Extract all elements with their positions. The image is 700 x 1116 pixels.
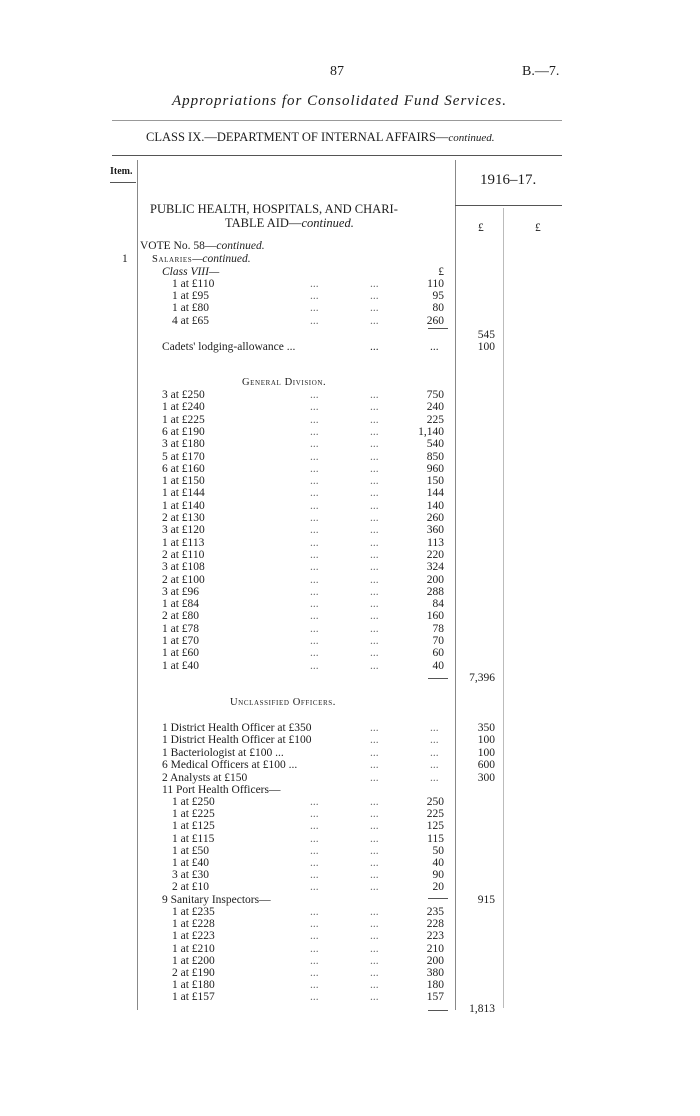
leader-dots: ... (370, 844, 379, 857)
row-amount: 220 (426, 548, 444, 561)
row-amount: 225 (426, 808, 444, 821)
leader-dots: ... (370, 771, 379, 784)
cadets-amount: 100 (477, 341, 495, 353)
row-label: 1 at £60 (162, 647, 200, 660)
row-label: 2 at £190 (172, 967, 215, 979)
leader-dots: ... (310, 622, 319, 635)
row-label: 1 at £113 (162, 536, 205, 549)
row-amount: 750 (426, 389, 444, 401)
leader-dots: ... (310, 487, 319, 500)
leader-dots: ... (370, 302, 379, 315)
leader-dots: ... (310, 438, 319, 451)
leader-dots: ... (370, 967, 379, 979)
row-label: 1 at £70 (162, 635, 200, 647)
row-label: 6 Medical Officers at £100 ... (162, 759, 298, 772)
leader-dots: ... (370, 487, 379, 500)
leader-dots: ... (310, 808, 319, 821)
row-label: 2 at £80 (162, 610, 200, 623)
leader-dots: ... (310, 647, 319, 660)
vote-heading-a: VOTE No. 58— (140, 240, 217, 252)
title-rule (112, 120, 562, 121)
row-label: 2 Analysts at £150 (162, 771, 248, 784)
row-amount: 95 (432, 290, 444, 303)
row-amount: 100 (477, 734, 495, 747)
port-health-total: 915 (477, 894, 495, 906)
row-amount: 60 (432, 647, 444, 660)
leader-dots: ... (310, 389, 319, 401)
row-amount: 40 (432, 659, 444, 672)
currency-col2: £ (535, 222, 541, 234)
row-amount: 157 (426, 991, 444, 1004)
unclassified-heading: Unclassified Officers. (230, 697, 336, 708)
leader-dots: ... (370, 918, 379, 931)
row-label: 1 at £200 (172, 954, 215, 967)
leader-dots: ... (370, 979, 379, 992)
row-amount: 260 (426, 314, 444, 327)
salaries-heading-continued: —continued. (192, 253, 251, 265)
row-amount: 300 (477, 771, 495, 784)
row-amount: 40 (432, 857, 444, 869)
leader-dots: ... (310, 979, 319, 992)
leader-dots: ... (310, 475, 319, 488)
row-label: 1 at £115 (172, 832, 215, 845)
leader-dots: ... (370, 548, 379, 561)
leader-dots: ... (310, 796, 319, 808)
row-amount: 113 (427, 536, 444, 549)
vote-heading-continued: continued. (216, 240, 265, 252)
leader-dots: ... (310, 290, 319, 303)
leader-dots: ... (370, 759, 379, 772)
leader-dots: ... (370, 734, 379, 747)
row-label: 1 at £144 (162, 487, 205, 500)
row-amount: 223 (426, 930, 444, 943)
row-label: 1 at £125 (172, 820, 215, 833)
leader-dots: ... (370, 561, 379, 574)
leader-dots: ... (310, 425, 319, 438)
leader-dots: ... (370, 881, 379, 894)
leader-dots: ... (310, 930, 319, 943)
report-reference: B.—7. (522, 64, 560, 79)
leader-dots: ... (370, 820, 379, 833)
row-label: 1 at £180 (172, 979, 215, 992)
row-amount: 150 (426, 475, 444, 488)
row-amount: 200 (426, 954, 444, 967)
leader-dots: ... (310, 967, 319, 979)
row-label: 1 at £225 (162, 413, 205, 426)
row-amount: 180 (426, 979, 444, 992)
year-header-rule (455, 205, 562, 206)
leader-dots: ... (310, 942, 319, 955)
leader-dots: ... (370, 610, 379, 623)
row-amount: 1,140 (418, 425, 444, 438)
leader-dots: ... (310, 548, 319, 561)
row-label: 1 at £250 (172, 796, 215, 808)
leader-dots: ... (310, 585, 319, 598)
row-amount: 200 (426, 573, 444, 586)
class-viii-total: 545 (477, 329, 495, 341)
row-amount: 240 (426, 401, 444, 414)
leader-dots: ... (370, 278, 379, 290)
leader-dots: ... (430, 759, 439, 772)
class-heading-continued: continued. (448, 132, 495, 144)
row-label: 6 at £160 (162, 462, 205, 475)
row-label: 1 at £110 (172, 278, 215, 290)
leader-dots: ... (310, 462, 319, 475)
leader-dots: ... (370, 290, 379, 303)
leader-dots: ... (310, 857, 319, 869)
leader-dots: ... (310, 820, 319, 833)
leader-dots: ... (370, 869, 379, 882)
row-label: 1 District Health Officer at £100 (162, 734, 312, 747)
leader-dots: ... (370, 722, 379, 734)
leader-dots: ... (370, 746, 379, 759)
leader-dots: ... (370, 906, 379, 918)
row-label: 2 at £130 (162, 512, 205, 524)
leader-dots: ... (430, 771, 439, 784)
row-label: 3 at £30 (172, 869, 210, 882)
row-amount: 20 (432, 881, 444, 894)
class-rule (112, 155, 562, 156)
leader-dots: ... (430, 722, 439, 734)
leader-dots: ... (430, 746, 439, 759)
leader-dots: ... (370, 659, 379, 672)
row-label: 1 at £157 (172, 991, 215, 1004)
row-amount: 960 (426, 462, 444, 475)
row-amount: 50 (432, 844, 444, 857)
row-amount: 288 (426, 585, 444, 598)
item-column-rule (137, 160, 138, 1010)
row-amount: 540 (426, 438, 444, 451)
row-amount: 235 (426, 906, 444, 918)
leader-dots: ... (370, 389, 379, 401)
general-subtotal-rule (428, 678, 448, 679)
port-subtotal-rule (428, 898, 448, 899)
leader-dots: ... (310, 991, 319, 1004)
leader-dots: ... (370, 647, 379, 660)
page-number: 87 (330, 64, 344, 79)
leader-dots: ... (370, 622, 379, 635)
year-column-mid-rule (503, 208, 504, 1008)
leader-dots: ... (370, 635, 379, 647)
row-label: 1 at £228 (172, 918, 215, 931)
row-amount: 70 (432, 635, 444, 647)
sanitary-inspectors-heading: 9 Sanitary Inspectors— (162, 894, 271, 906)
row-amount: 125 (426, 820, 444, 833)
leader-dots: ... (310, 844, 319, 857)
row-label: 1 at £50 (172, 844, 210, 857)
row-amount: 324 (426, 561, 444, 574)
item-header-rule (110, 182, 136, 183)
leader-dots: ... (310, 832, 319, 845)
leader-dots: ... (370, 573, 379, 586)
currency-col1: £ (478, 222, 484, 234)
sanitary-subtotal-rule (428, 1010, 448, 1011)
row-amount: 380 (426, 967, 444, 979)
row-label: 4 at £65 (172, 314, 210, 327)
row-label: 1 District Health Officer at £350 (162, 722, 312, 734)
row-label: 1 at £240 (162, 401, 205, 414)
row-label: 1 Bacteriologist at £100 ... (162, 746, 284, 759)
section-title-line2-a: TABLE AID— (225, 216, 302, 230)
leader-dots: ... (310, 524, 319, 537)
leader-dots: ... (310, 610, 319, 623)
leader-dots: ... (310, 450, 319, 463)
row-label: 3 at £250 (162, 389, 205, 401)
year-column-left-rule (455, 160, 456, 1010)
leader-dots: ... (370, 413, 379, 426)
leader-dots: ... (310, 536, 319, 549)
leader-dots: ... (370, 524, 379, 537)
row-amount: 78 (432, 622, 444, 635)
leader-dots: ... (370, 930, 379, 943)
row-amount: 80 (432, 302, 444, 315)
row-label: 1 at £84 (162, 598, 200, 611)
row-label: 3 at £96 (162, 585, 200, 598)
leader-dots: ... (370, 598, 379, 611)
row-amount: 228 (426, 918, 444, 931)
leader-dots: ... (370, 942, 379, 955)
row-label: 3 at £120 (162, 524, 205, 537)
section-title-line2 (225, 216, 354, 231)
general-division-total: 7,396 (469, 672, 495, 684)
cadets-dots-2: ... (430, 341, 439, 353)
leader-dots: ... (310, 659, 319, 672)
leader-dots: ... (310, 906, 319, 918)
row-label: 1 at £95 (172, 290, 210, 303)
leader-dots: ... (310, 881, 319, 894)
leader-dots: ... (310, 598, 319, 611)
leader-dots: ... (430, 734, 439, 747)
year-header: 1916–17. (480, 172, 537, 188)
row-amount: 115 (427, 832, 444, 845)
row-label: 5 at £170 (162, 450, 205, 463)
row-amount: 110 (427, 278, 444, 290)
row-label: 3 at £108 (162, 561, 205, 574)
row-label: 1 at £40 (172, 857, 210, 869)
salaries-heading-label: Salaries (152, 254, 193, 265)
leader-dots: ... (310, 573, 319, 586)
leader-dots: ... (370, 585, 379, 598)
leader-dots: ... (370, 314, 379, 327)
row-label: 1 at £225 (172, 808, 215, 821)
row-label: 1 at £150 (162, 475, 205, 488)
port-health-heading: 11 Port Health Officers— (162, 784, 281, 796)
item-column-header: Item. (110, 166, 133, 177)
row-label: 1 at £223 (172, 930, 215, 943)
leader-dots: ... (370, 536, 379, 549)
class-heading-main: CLASS IX.—DEPARTMENT OF INTERNAL AFFAIRS— (146, 130, 449, 144)
leader-dots: ... (370, 499, 379, 512)
section-title-continued: continued. (301, 216, 354, 230)
cadets-label: Cadets' lodging-allowance ... (162, 341, 296, 353)
leader-dots: ... (370, 796, 379, 808)
leader-dots: ... (310, 635, 319, 647)
row-amount: 100 (477, 746, 495, 759)
leader-dots: ... (310, 918, 319, 931)
sanitary-inspectors-total: 1,813 (469, 1003, 495, 1015)
row-label: 6 at £190 (162, 425, 205, 438)
row-label: 2 at £10 (172, 881, 210, 894)
row-amount: 350 (477, 722, 495, 734)
section-title-line1: PUBLIC HEALTH, HOSPITALS, AND CHARI- (150, 202, 398, 216)
leader-dots: ... (370, 401, 379, 414)
leader-dots: ... (310, 302, 319, 315)
row-amount: 160 (426, 610, 444, 623)
row-label: 3 at £180 (162, 438, 205, 451)
row-amount: 850 (426, 450, 444, 463)
leader-dots: ... (370, 512, 379, 524)
row-amount: 600 (477, 759, 495, 772)
leader-dots: ... (310, 512, 319, 524)
leader-dots: ... (310, 869, 319, 882)
row-label: 2 at £100 (162, 573, 205, 586)
row-amount: 260 (426, 512, 444, 524)
row-label: 1 at £40 (162, 659, 200, 672)
class-viii-pound-mark: £ (438, 266, 444, 278)
row-amount: 210 (426, 942, 444, 955)
leader-dots: ... (370, 438, 379, 451)
leader-dots: ... (370, 991, 379, 1004)
row-label: 1 at £235 (172, 906, 215, 918)
row-label: 1 at £80 (172, 302, 210, 315)
leader-dots: ... (310, 413, 319, 426)
row-amount: 250 (426, 796, 444, 808)
row-label: 1 at £210 (172, 942, 215, 955)
leader-dots: ... (310, 278, 319, 290)
leader-dots: ... (370, 475, 379, 488)
page-title: Appropriations for Consolidated Fund Services. (172, 93, 508, 109)
class-viii-subtotal-rule (428, 328, 448, 329)
leader-dots: ... (310, 499, 319, 512)
salaries-heading (152, 253, 251, 266)
leader-dots: ... (310, 954, 319, 967)
leader-dots: ... (310, 561, 319, 574)
leader-dots: ... (370, 954, 379, 967)
leader-dots: ... (370, 450, 379, 463)
item-number: 1 (122, 253, 128, 265)
cadets-dots: ... (370, 341, 379, 353)
leader-dots: ... (370, 462, 379, 475)
leader-dots: ... (310, 314, 319, 327)
row-amount: 360 (426, 524, 444, 537)
row-amount: 140 (426, 499, 444, 512)
vote-heading (140, 240, 265, 252)
row-label: 1 at £78 (162, 622, 200, 635)
row-label: 1 at £140 (162, 499, 205, 512)
leader-dots: ... (310, 401, 319, 414)
leader-dots: ... (370, 425, 379, 438)
row-amount: 90 (432, 869, 444, 882)
row-amount: 225 (426, 413, 444, 426)
row-label: 2 at £110 (162, 548, 205, 561)
leader-dots: ... (370, 857, 379, 869)
leader-dots: ... (370, 808, 379, 821)
class-heading (146, 130, 495, 145)
class-viii-heading: Class VIII— (162, 266, 220, 278)
general-division-heading: General Division. (242, 377, 327, 388)
row-amount: 144 (426, 487, 444, 500)
leader-dots: ... (370, 832, 379, 845)
row-amount: 84 (432, 598, 444, 611)
